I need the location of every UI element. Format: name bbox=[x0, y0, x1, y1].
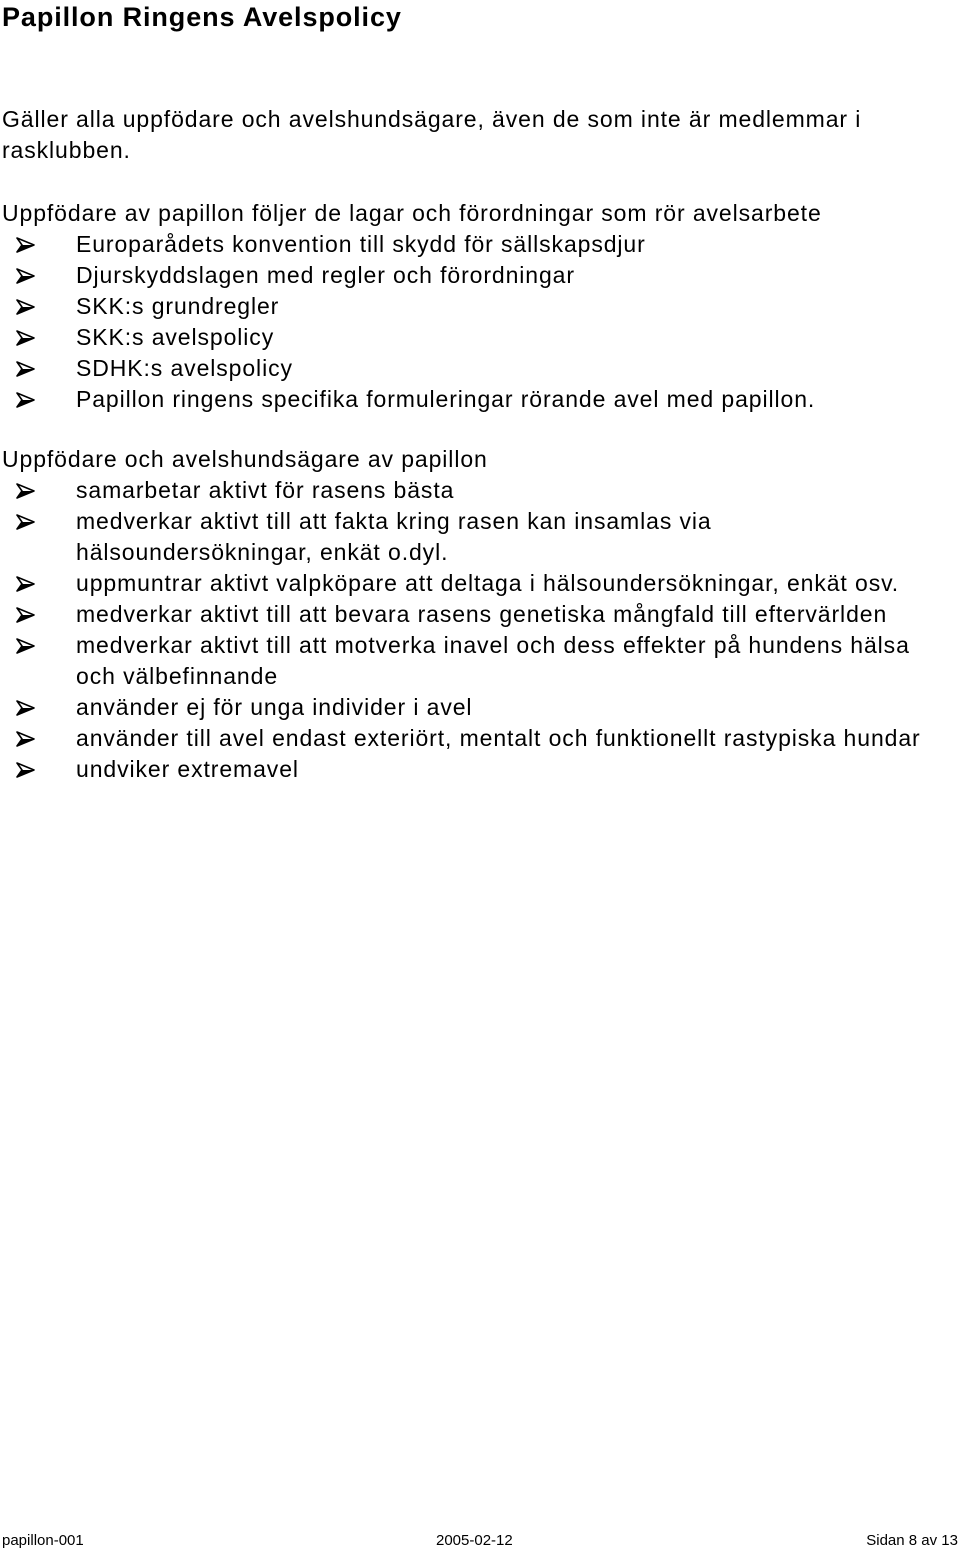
page-footer bbox=[0, 1528, 960, 1554]
arrowhead-bullet-icon bbox=[16, 700, 36, 716]
arrowhead-bullet-icon bbox=[16, 638, 36, 654]
section-2-list bbox=[0, 475, 936, 785]
arrowhead-bullet-icon bbox=[16, 361, 36, 377]
arrowhead-bullet-icon bbox=[16, 392, 36, 408]
list-item bbox=[0, 229, 936, 260]
list-item-text: medverkar aktivt till att bevara rasens genetiska mångfald till eftervärlden bbox=[76, 601, 888, 627]
list-item bbox=[0, 568, 936, 599]
list-item bbox=[0, 322, 936, 353]
arrowhead-bullet-icon bbox=[16, 607, 36, 623]
list-item bbox=[0, 692, 936, 723]
arrowhead-bullet-icon bbox=[16, 299, 36, 315]
arrowhead-bullet-icon bbox=[16, 483, 36, 499]
list-item-text: SKK:s avelspolicy bbox=[76, 324, 275, 350]
list-item-text: SKK:s grundregler bbox=[76, 293, 280, 319]
list-item bbox=[0, 260, 936, 291]
arrowhead-bullet-icon bbox=[16, 268, 36, 284]
list-item-text: undviker extremavel bbox=[76, 756, 299, 782]
arrowhead-bullet-icon bbox=[16, 330, 36, 346]
list-item bbox=[0, 475, 936, 506]
list-item-text: medverkar aktivt till att motverka inavel och dess effekter på hundens hälsa och välbefinnande bbox=[76, 632, 910, 689]
section-2-lead: Uppfödare och avelshundsägare av papillon bbox=[2, 446, 488, 472]
list-item-text: samarbetar aktivt för rasens bästa bbox=[76, 477, 455, 503]
list-item-text: använder ej för unga individer i avel bbox=[76, 694, 473, 720]
list-item-text: medverkar aktivt till att fakta kring rasen kan insamlas via hälsoundersökningar, enkät o.dyl. bbox=[76, 508, 712, 565]
intro-paragraph: Gäller alla uppfödare och avelshundsägare, även de som inte är medlemmar i rasklubben. bbox=[2, 106, 862, 163]
arrowhead-bullet-icon bbox=[16, 514, 36, 530]
list-item bbox=[0, 754, 936, 785]
arrowhead-bullet-icon bbox=[16, 237, 36, 253]
list-item-text: SDHK:s avelspolicy bbox=[76, 355, 293, 381]
list-item-text: Europarådets konvention till skydd för sällskapsdjur bbox=[76, 231, 646, 257]
list-item bbox=[0, 723, 936, 754]
list-item-text: uppmuntrar aktivt valpköpare att deltaga i hälsoundersökningar, enkät osv. bbox=[76, 570, 900, 596]
page-title: Papillon Ringens Avelspolicy bbox=[2, 2, 402, 32]
document-id: papillon-001 bbox=[2, 1532, 84, 1549]
list-item bbox=[0, 353, 936, 384]
list-item-text: använder till avel endast exteriört, mentalt och funktionellt rastypiska hundar bbox=[76, 725, 921, 751]
list-item bbox=[0, 599, 936, 630]
arrowhead-bullet-icon bbox=[16, 576, 36, 592]
list-item-text: Papillon ringens specifika formuleringar rörande avel med papillon. bbox=[76, 386, 816, 412]
page-number: Sidan 8 av 13 bbox=[866, 1532, 958, 1549]
list-item bbox=[0, 630, 936, 692]
document-date: 2005-02-12 bbox=[436, 1532, 513, 1549]
list-item bbox=[0, 506, 936, 568]
list-item-text: Djurskyddslagen med regler och förordningar bbox=[76, 262, 575, 288]
list-item bbox=[0, 384, 936, 415]
section-1-list bbox=[0, 229, 936, 415]
arrowhead-bullet-icon bbox=[16, 731, 36, 747]
section-1-lead: Uppfödare av papillon följer de lagar och förordningar som rör avelsarbete bbox=[2, 200, 822, 226]
arrowhead-bullet-icon bbox=[16, 762, 36, 778]
list-item bbox=[0, 291, 936, 322]
